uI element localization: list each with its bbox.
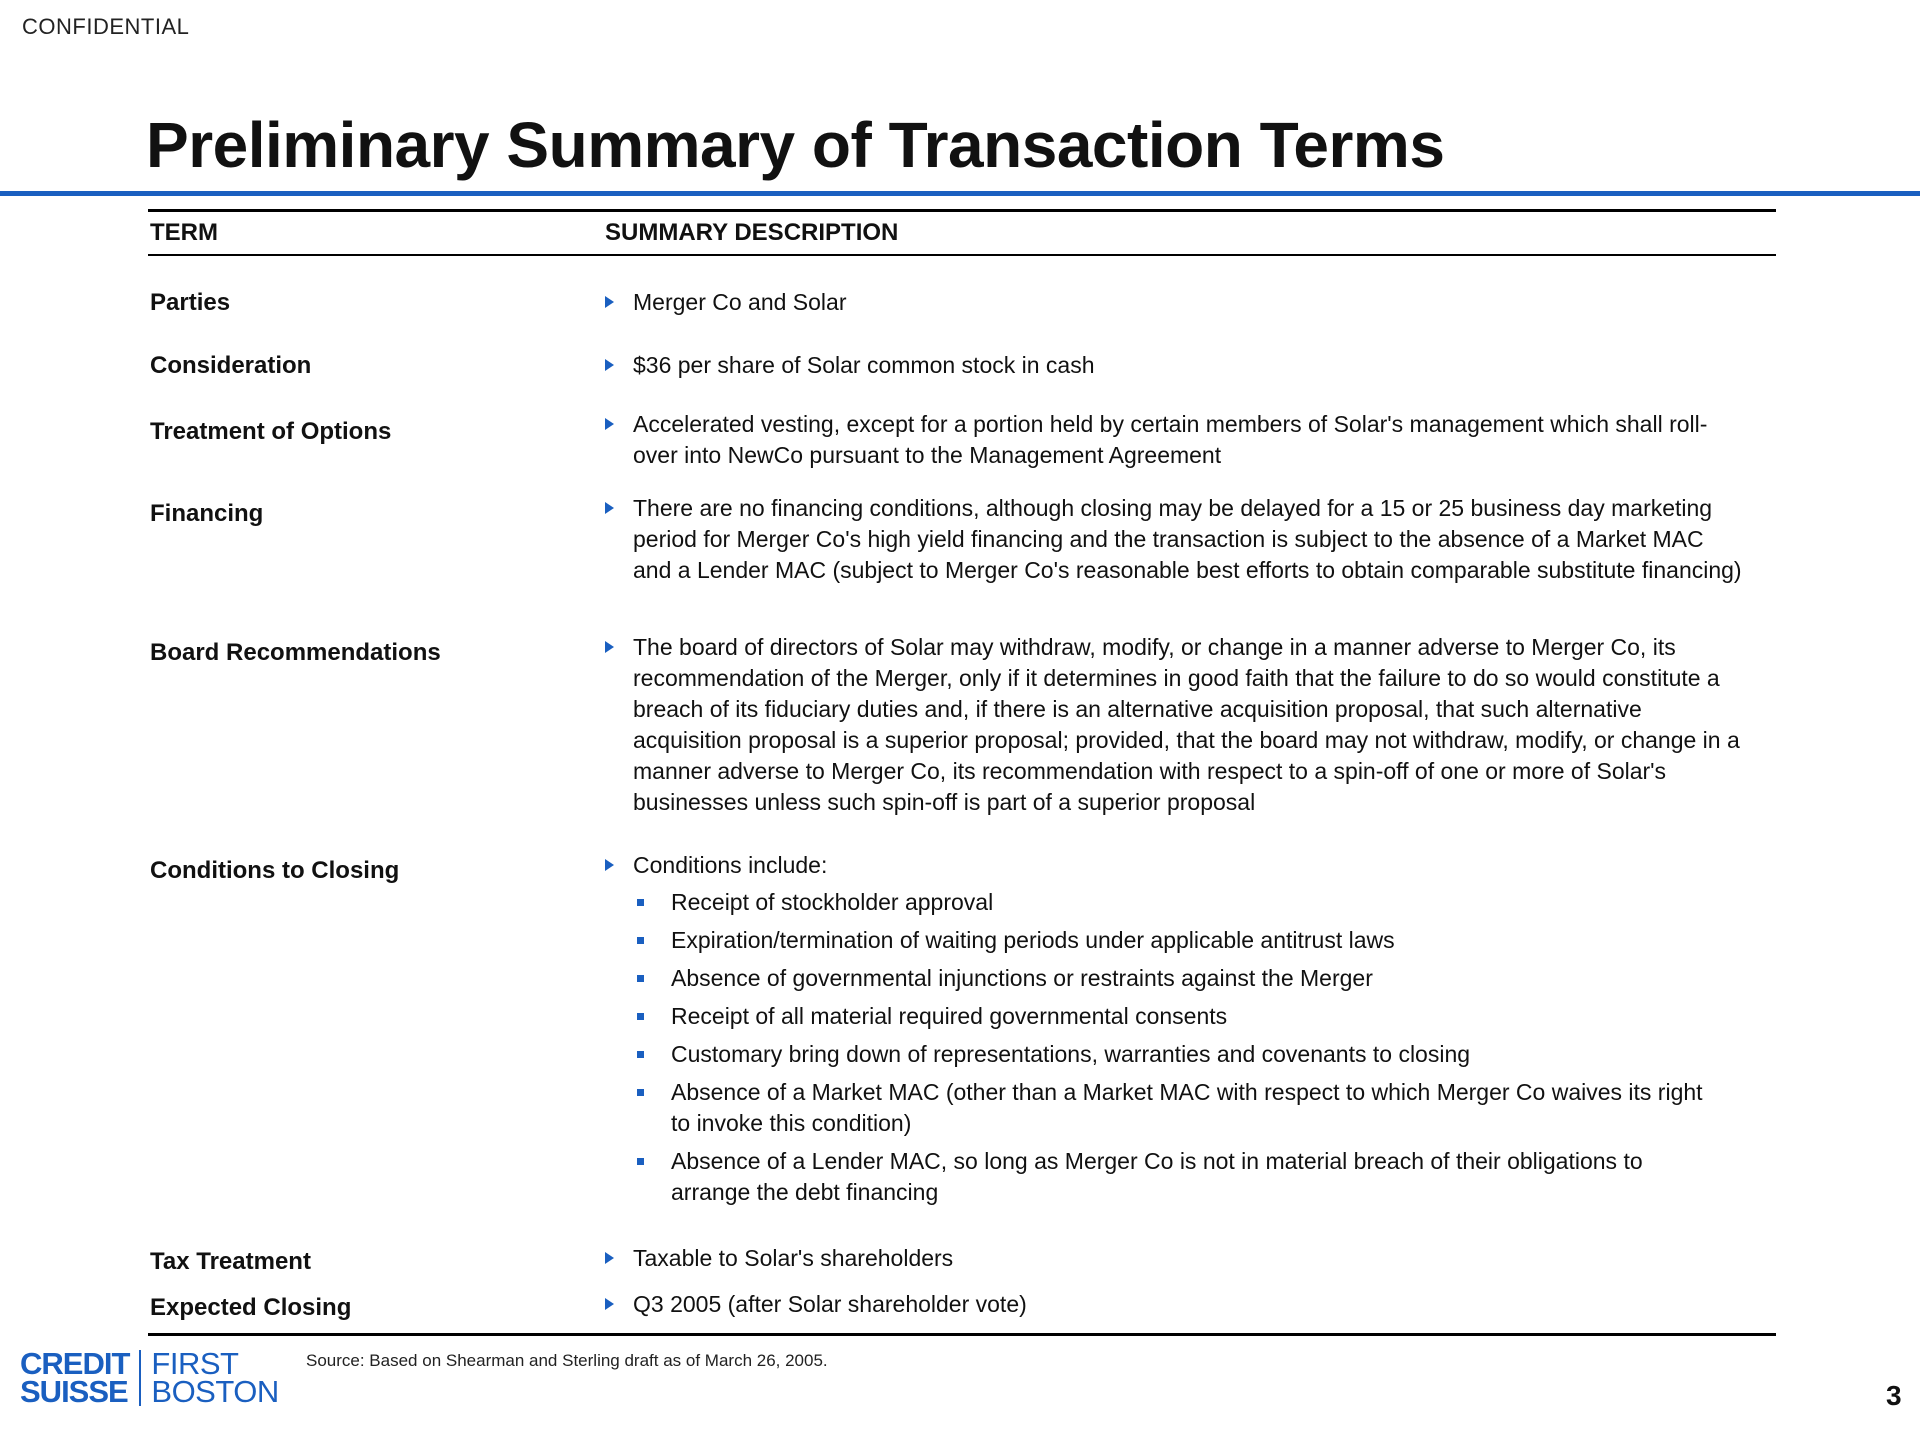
square-bullet-icon (637, 937, 644, 944)
term-description (605, 350, 1776, 381)
triangle-bullet-icon (605, 859, 614, 871)
logo-word: BOSTON (151, 1374, 279, 1409)
bullet-text: Merger Co and Solar (633, 289, 847, 315)
triangle-bullet-icon (605, 296, 614, 308)
column-header-summary: SUMMARY DESCRIPTION (605, 219, 899, 246)
square-bullet-icon (637, 1051, 644, 1058)
bullet-item (605, 1289, 1776, 1320)
page-number: 3 (1886, 1380, 1902, 1411)
bullet-text: Conditions include: (633, 852, 828, 878)
sub-bullet-text: Customary bring down of representations, warranties and covenants to closing (671, 1041, 1471, 1067)
bullet-item (605, 350, 1776, 381)
term-label: Parties (150, 289, 231, 316)
sub-bullet-list (637, 887, 1776, 1208)
logo-word: SUISSE (20, 1374, 128, 1409)
term-label: Consideration (150, 352, 312, 379)
bullet-text: There are no financing conditions, although closing may be delayed for a 15 or 25 business day marketing period for Merger Co's high yield financing and the transaction is subject to the absence of a Market MAC and a Lender MAC (subject to Merger Co's reasonable best efforts to obtain comparable substitute financing) (633, 495, 1742, 583)
table-row-consideration (148, 350, 1776, 381)
bullet-item (605, 493, 1776, 586)
table-row-parties (148, 287, 1776, 318)
triangle-bullet-icon (605, 1252, 614, 1264)
table-row-conditions-to-closing (148, 850, 1776, 1215)
logo-first-boston (141, 1346, 279, 1409)
term-label: Financing (150, 500, 264, 527)
sub-bullet-item (637, 887, 1776, 918)
term-description (605, 493, 1776, 586)
triangle-bullet-icon (605, 418, 614, 430)
bullet-item (605, 1243, 1776, 1274)
bullet-item (605, 850, 1776, 881)
term-label: Conditions to Closing (150, 857, 400, 884)
bullet-text: Taxable to Solar's shareholders (633, 1245, 954, 1271)
sub-bullet-text: Expiration/termination of waiting periods under applicable antitrust laws (671, 927, 1395, 953)
bullet-text: Q3 2005 (after Solar shareholder vote) (633, 1291, 1027, 1317)
term-description (605, 850, 1776, 1215)
triangle-bullet-icon (605, 502, 614, 514)
triangle-bullet-icon (605, 359, 614, 371)
sub-bullet-text: Receipt of all material required governmental consents (671, 1003, 1228, 1029)
term-label: Expected Closing (150, 1294, 352, 1321)
logo-credit-suisse (20, 1346, 141, 1409)
square-bullet-icon (637, 1013, 644, 1020)
table-row-tax-treatment (148, 1243, 1776, 1277)
table-row-treatment-of-options (148, 409, 1776, 471)
sub-bullet-item (637, 1146, 1776, 1208)
bullet-item (605, 409, 1776, 471)
page-title: Preliminary Summary of Transaction Terms (146, 109, 1445, 181)
sub-bullet-item (637, 963, 1776, 994)
bullet-text: Accelerated vesting, except for a portion held by certain members of Solar's management which shall roll-over into NewCo pursuant to the Management Agreement (633, 411, 1708, 468)
sub-bullet-item (637, 1001, 1776, 1032)
column-header-term: TERM (150, 219, 218, 246)
square-bullet-icon (637, 1089, 644, 1096)
square-bullet-icon (637, 899, 644, 906)
sub-bullet-text: Absence of a Market MAC (other than a Market MAC with respect to which Merger Co waives its right to invoke this condition) (671, 1079, 1703, 1136)
bullet-text: $36 per share of Solar common stock in cash (633, 352, 1095, 378)
term-description (605, 409, 1776, 471)
term-label: Tax Treatment (150, 1248, 311, 1275)
table-row-board-recommendations (148, 632, 1776, 818)
square-bullet-icon (637, 1158, 644, 1165)
credit-suisse-first-boston-logo (20, 1346, 279, 1409)
bullet-item (605, 632, 1776, 818)
square-bullet-icon (637, 975, 644, 982)
term-description (605, 1289, 1776, 1323)
term-description (605, 632, 1776, 818)
triangle-bullet-icon (605, 641, 614, 653)
bullet-item (605, 287, 1776, 318)
term-description (605, 1243, 1776, 1277)
sub-bullet-item (637, 925, 1776, 956)
sub-bullet-text: Absence of governmental injunctions or restraints against the Merger (671, 965, 1373, 991)
sub-bullet-text: Absence of a Lender MAC, so long as Merger Co is not in material breach of their obligations to arrange the debt financing (671, 1148, 1643, 1205)
source-note: Source: Based on Shearman and Sterling draft as of March 26, 2005. (306, 1351, 828, 1370)
term-description (605, 287, 1776, 318)
terms-table (148, 209, 1776, 1321)
table-header-row (148, 212, 1776, 256)
term-label: Board Recommendations (150, 639, 441, 666)
confidential-label: CONFIDENTIAL (22, 14, 190, 39)
table-row-financing (148, 493, 1776, 586)
term-label: Treatment of Options (150, 418, 392, 445)
bullet-text: The board of directors of Solar may withdraw, modify, or change in a manner adverse to Merger Co, its recommendation of the Merger, only if it determines in good faith that the failure to do so would constitute a breach of its fiduciary duties and, if there is an alternative acquisition proposal, that such alternative acquisition proposal is a superior proposal; provided, that the board may not withdraw, modify, or change in a manner adverse to Merger Co, its recommendation with respect to a spin-off of one or more of Solar's businesses unless such spin-off is part of a superior proposal (633, 634, 1740, 815)
sub-bullet-item (637, 1039, 1776, 1070)
triangle-bullet-icon (605, 1298, 614, 1310)
title-divider (0, 191, 1920, 196)
sub-bullet-text: Receipt of stockholder approval (671, 889, 994, 915)
sub-bullet-item (637, 1077, 1776, 1139)
logo-word: FIRST (151, 1346, 239, 1381)
logo-word: CREDIT (20, 1346, 130, 1381)
table-row-expected-closing (148, 1289, 1776, 1323)
table-bottom-rule (148, 1333, 1776, 1336)
